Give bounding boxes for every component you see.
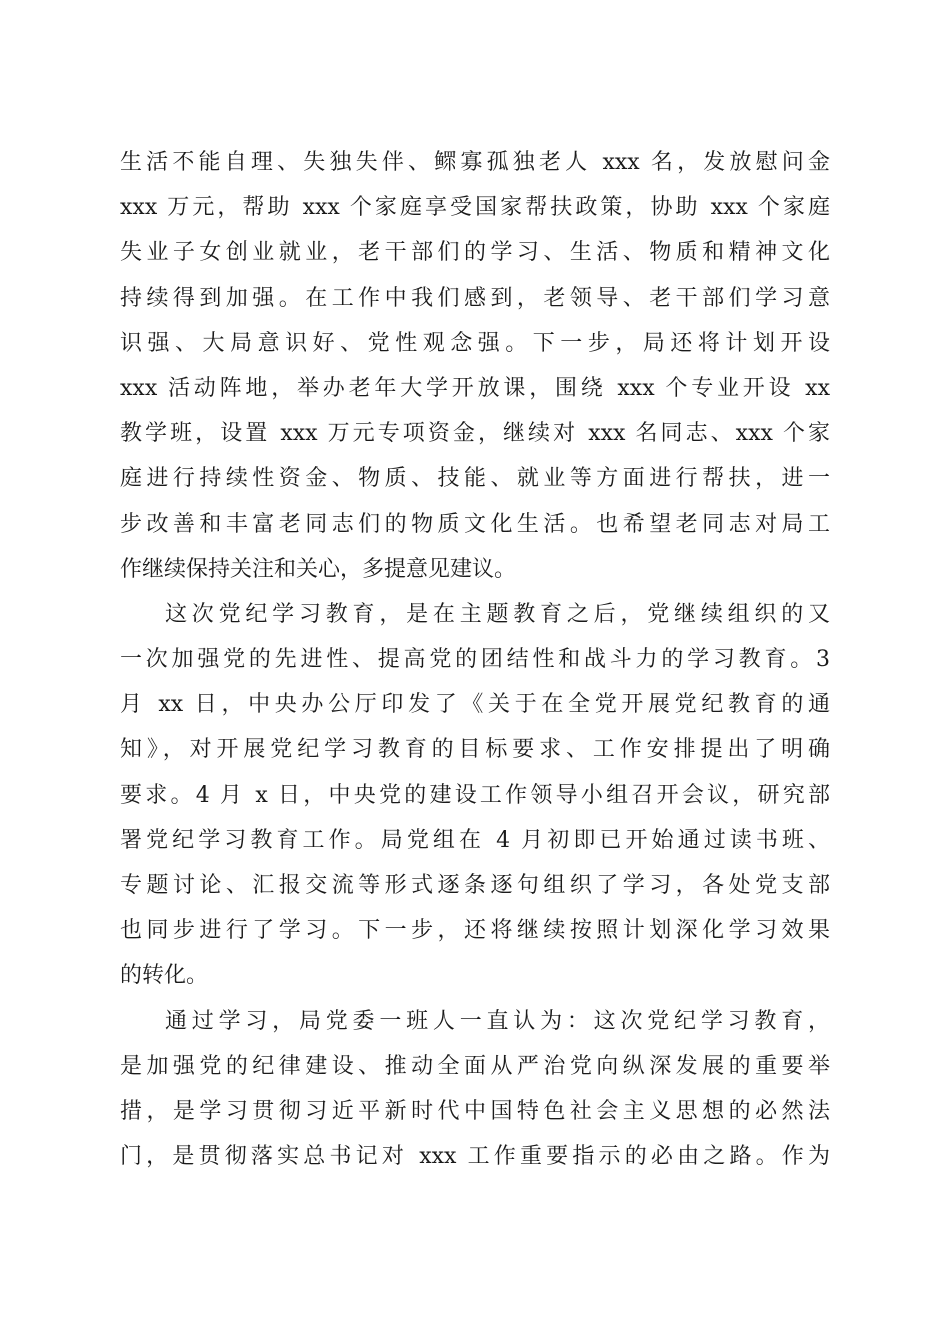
text-line: 持续得到加强。在工作中我们感到，老领导、老干部们学习意 — [120, 285, 830, 311]
text-line: 失业子女创业就业，老干部们的学习、生活、物质和精神文化 — [120, 240, 830, 266]
text-line: 步改善和丰富老同志们的物质文化生活。也希望老同志对局工 — [120, 511, 830, 537]
text-line: 的转化。 — [120, 963, 209, 989]
text-line: 也同步进行了学习。下一步，还将继续按照计划深化学习效果 — [120, 918, 830, 944]
paragraph-first-line: 通过学习，局党委一班人一直认为：这次党纪学习教育， — [165, 1008, 830, 1034]
text-line: 门，是贯彻落实总书记对 xxx 工作重要指示的必由之路。作为 — [120, 1144, 830, 1170]
text-line: 庭进行持续性资金、物质、技能、就业等方面进行帮扶，进一 — [120, 466, 830, 492]
text-line: 知》，对开展党纪学习教育的目标要求、工作安排提出了明确 — [120, 737, 830, 763]
text-line: 识强、大局意识好、党性观念强。下一步，局还将计划开设 — [120, 330, 830, 356]
text-line: xxx 活动阵地，举办老年大学开放课，围绕 xxx 个专业开设 xx — [120, 375, 830, 401]
text-line: 署党纪学习教育工作。局党组在 4 月初即已开始通过读书班、 — [120, 827, 830, 853]
text-line: 是加强党的纪律建设、推动全面从严治党向纵深发展的重要举 — [120, 1053, 830, 1079]
body-text — [120, 140, 830, 1179]
text-line: 教学班，设置 xxx 万元专项资金，继续对 xxx 名同志、xxx 个家 — [120, 421, 830, 447]
text-line: 一次加强党的先进性、提高党的团结性和战斗力的学习教育。3 — [120, 647, 830, 673]
text-line: 生活不能自理、失独失伴、鳏寡孤独老人 xxx 名，发放慰问金 — [120, 150, 830, 175]
text-line: 作继续保持关注和关心，多提意见建议。 — [120, 556, 517, 582]
text-line: 专题讨论、汇报交流等形式逐条逐句组织了学习，各处党支部 — [120, 873, 830, 898]
paragraph-first-line: 这次党纪学习教育，是在主题教育之后，党继续组织的又 — [165, 601, 830, 627]
text-line: xxx 万元，帮助 xxx 个家庭享受国家帮扶政策，协助 xxx 个家庭 — [120, 195, 830, 221]
text-line: 要求。4 月 x 日，中央党的建设工作领导小组召开会议，研究部 — [120, 782, 830, 808]
text-line: 措，是学习贯彻习近平新时代中国特色社会主义思想的必然法 — [120, 1098, 830, 1124]
text-line: 月 xx 日，中央办公厅印发了《关于在全党开展党纪教育的通 — [120, 692, 830, 718]
